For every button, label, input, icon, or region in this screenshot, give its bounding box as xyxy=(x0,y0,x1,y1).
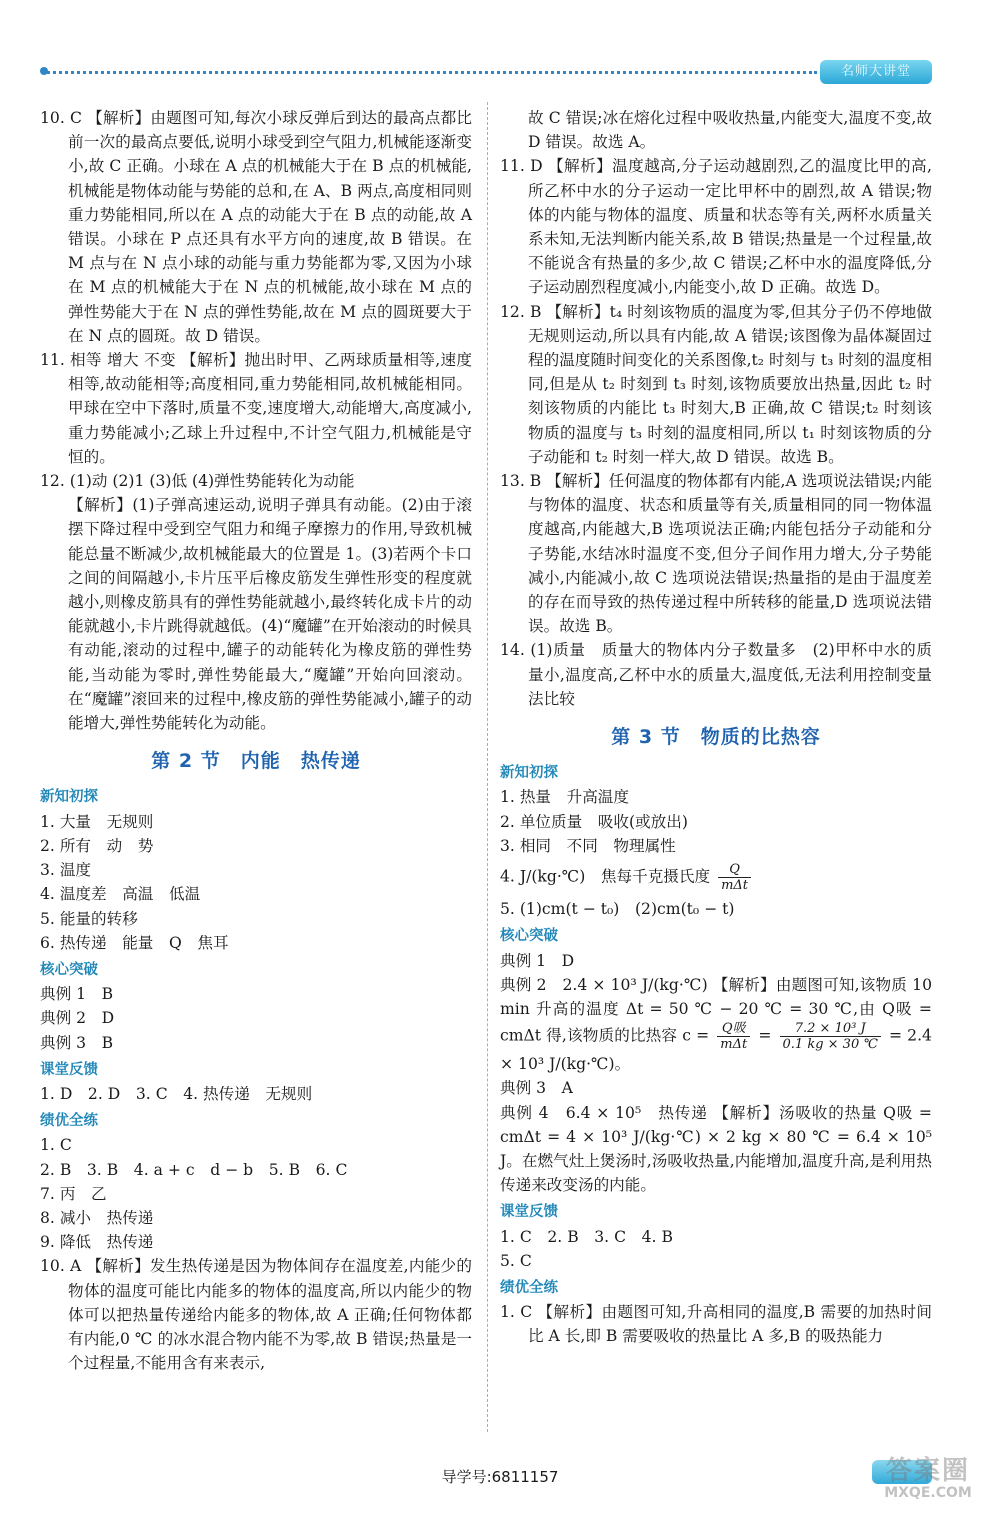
list-item: 6. 热传递 能量 Q 焦耳 xyxy=(40,933,229,952)
list-item: 3. 相同 不同 物理属性 xyxy=(500,836,676,855)
list-item: 1. C xyxy=(40,1136,72,1155)
list-item: 典例 3 B xyxy=(40,1033,114,1052)
new-knowledge-label: 新知初探 xyxy=(500,765,558,782)
list-item: 1. 热量 升高温度 xyxy=(500,788,629,807)
list-item: 5. (1)cm(t − t₀) (2)cm(t₀ − t) xyxy=(500,900,735,919)
list-item: 5. C xyxy=(500,1251,532,1270)
item-4-text: 4. J/(kg·℃) 焦每千克摄氏度 xyxy=(500,867,711,886)
answer-11-right: 11. D 【解析】温度越高,分子运动越剧烈,乙的温度比甲的高,所乙杯中水的分子运动一定比甲杯中的剧烈,故 A 错误;物体的内能与物体的温度、质量和状态等有关,两杯水质量关系未知,无法判断内能关系,故 B 错误;热量是一个过程量,故不能说含有热量的多少,故 C 错误;乙杯中水的温度降低,分子运动剧烈程度减小,内能变小,故 D 正确。故选 D。 xyxy=(500,157,932,297)
fraction-denominator: mΔt xyxy=(720,1037,748,1053)
answer-13-right: 13. B 【解析】任何温度的物体都有内能,A 选项说法错误;内能与物体的温度、状态和质量等有关,质量相同的同一物体温度越高,内能越大,B 选项说法正确;内能包括分子动能和分子势能,水结冰时温度不变,但分子间作用力增大,分子势能减小,内能减小,故 C 选项说法错误;热量指的是由于温度差的存在而导致的热传递过程中所转移的能量,D 选项说法错误。故选 B。 xyxy=(500,472,932,636)
answer-1-right: 1. C 【解析】由题图可知,升高相同的温度,B 需要的加热时间比 A 长,即 B 需要吸收的热量比 A 多,B 的吸热能力 xyxy=(500,1303,932,1346)
header-tab: 名师大讲堂 xyxy=(820,60,932,84)
footer-code: 导学号:6811157 xyxy=(441,1468,559,1486)
watermark-url: MXQE.COM xyxy=(884,1485,972,1501)
list-item: 1. 大量 无规则 xyxy=(40,812,154,831)
fraction-denominator: 0.1 kg × 30 ℃ xyxy=(782,1037,878,1053)
answer-12-right: 12. B 【解析】t₄ 时刻该物质的温度为零,但其分子仍不停地做无规则运动,所以具有内能,故 A 错误;该图像为晶体凝固过程的温度随时间变化的关系图像,t₂ 时刻与 t₃ 时刻的温度相同,但是从 t₂ 时刻到 t₃ 时刻,该物质要放出热量,因此 t₂ 时刻该物质的内能比 t₃ 时刻大,B 正确,故 C 错误;t₂ 时刻该物质的温度与 t₃ 时刻的温度相同,所以 t₁ 时刻该物质的分子动能和 t₂ 时刻一样大,故 D 错误。故选 B。 xyxy=(500,302,932,466)
list-item: 2. 所有 动 势 xyxy=(40,836,154,855)
answer-14-right: 14. (1)质量 质量大的物体内分子数量多 (2)甲杯中水的质量小,温度高,乙杯中水的质量大,温度低,无法利用控制变量法比较 xyxy=(500,641,932,708)
section-3-title: 第 3 节 物质的比热容 xyxy=(611,726,821,749)
watermark-logo xyxy=(868,1456,988,1524)
list-item: 3. 温度 xyxy=(40,861,92,880)
list-item: 典例 2 D xyxy=(40,1009,115,1028)
example-2 xyxy=(500,973,932,1077)
list-item: 1. C 2. B 3. C 4. B xyxy=(500,1227,673,1246)
fraction-numerator: Q吸 xyxy=(717,1021,750,1037)
list-item: 2. 单位质量 吸收(或放出) xyxy=(500,812,688,831)
class-feedback-label: 课堂反馈 xyxy=(40,1061,98,1078)
right-column xyxy=(500,106,932,1349)
fraction xyxy=(717,1021,750,1052)
fraction-numerator: 7.2 × 10³ J xyxy=(780,1021,881,1037)
answer-10b: 10. A 【解析】发生热传递是因为物体间存在温度差,内能少的物体的温度可能比内能多的物体的温度高,所以内能少的物体可以把热量传递给内能多的物体,故 A 正确;任何物体都有内能,0 ℃ 的冰水混合物内能不为零,故 B 错误;热量是一个过程量,不能用含有来表示, xyxy=(40,1257,472,1373)
example-2-text: 典例 2 2.4 × 10³ J/(kg·℃) 【解析】由题图可知,该物质 10 min 升高的温度 Δt = 50 ℃ − 20 ℃ = 30 ℃,由 Q吸 = cmΔt 得,该物质的比热容 c = xyxy=(500,975,932,1045)
list-item: 典例 1 D xyxy=(500,951,575,970)
core-breakthrough-label: 核心突破 xyxy=(500,928,558,945)
core-breakthrough-label: 核心突破 xyxy=(40,961,98,978)
fraction-numerator: Q xyxy=(718,862,751,878)
list-item: 典例 1 B xyxy=(40,985,114,1004)
list-item: 9. 降低 热传递 xyxy=(40,1233,154,1252)
answer-10: 10. C 【解析】由题图可知,每次小球反弹后到达的最高点都比前一次的最高点要低,说明小球受到空气阻力,机械能逐渐变小,故 C 正确。小球在 A 点的机械能大于在 B 点的机械能,机械能是物体动能与势能的总和,在 A、B 两点,高度相同则重力势能相同,所以在 A 点的动能大于在 B 点的动能,故 A 错误。小球在 P 点还具有水平方向的速度,故 B 错误。在 M 点与在 N 点小球的动能与重力势能都为零,又因为小球在 M 点的机械能大于在 N 点的机械能,故小球在 M 点的弹性势能大于在 N 点的弹性势能,故在 M 点的圆斑要大于在 N 点的圆斑。故 D 错误。 xyxy=(40,109,472,345)
column-divider xyxy=(487,102,488,1432)
list-item: 7. 丙 乙 xyxy=(40,1184,107,1203)
section-2-title: 第 2 节 内能 热传递 xyxy=(151,750,361,773)
example-2-result: = 2.4 × 10³ J/(kg·℃)。 xyxy=(500,1026,932,1074)
fraction xyxy=(780,1021,881,1052)
specific-heat-formula xyxy=(718,862,751,893)
continued-text: 故 C 错误;冰在熔化过程中吸收热量,内能变大,温度不变,故 D 错误。故选 A。 xyxy=(528,109,932,152)
left-column xyxy=(40,106,472,1375)
answer-12-head: 12. (1)动 (2)1 (3)低 (4)弹性势能转化为动能 xyxy=(40,472,355,491)
list-item: 典例 3 A xyxy=(500,1079,573,1098)
list-item xyxy=(500,862,932,893)
list-item: 5. 能量的转移 xyxy=(40,909,138,928)
excellence-practice-label: 绩优全练 xyxy=(40,1113,98,1130)
fraction-denominator: mΔt xyxy=(721,878,749,894)
list-item: 2. B 3. B 4. a + c d − b 5. B 6. C xyxy=(40,1160,348,1179)
list-item: 8. 减小 热传递 xyxy=(40,1208,154,1227)
example-4: 典例 4 6.4 × 10⁵ 热传递 【解析】汤吸收的热量 Q吸 = cmΔt = 4 × 10³ J/(kg·℃) × 2 kg × 80 ℃ = 6.4 × 10⁵ J。在燃气灶上煲汤时,汤吸收热量,内能增加,温度升高,是利用热传递来改变汤的内能。 xyxy=(500,1103,932,1195)
answer-12-explanation: 【解析】(1)子弹高速运动,说明子弹具有动能。(2)由于滚摆下降过程中受到空气阻力和绳子摩擦力的作用,导致机械能总量不断减少,故机械能最大的位置是 1。(3)若两个卡口之间的间隔越小,卡片压平后橡皮筋发生弹性形变的程度就越小,则橡皮筋具有的弹性势能就越小,最终转化成卡片的动能就越小,卡片跳得就越低。(4)“魔罐”在开始滚动的时候具有动能,滚动的过程中,罐子的动能转化为橡皮筋的弹性势能,当动能为零时,弹性势能最大,“魔罐”开始向回滚动。在“魔罐”滚回来的过程中,橡皮筋的弹性势能减小,罐子的动能增大,弹性势能转化为动能。 xyxy=(68,496,472,733)
answer-11: 11. 相等 增大 不变 【解析】抛出时甲、乙两球质量相等,速度相等,故动能相等;高度相同,重力势能相同,故机械能相同。甲球在空中下落时,质量不变,速度增大,动能增大,高度减小,重力势能减小;乙球上升过程中,不计空气阻力,机械能是守恒的。 xyxy=(40,351,472,466)
class-feedback-label: 课堂反馈 xyxy=(500,1204,558,1221)
list-item: 1. D 2. D 3. C 4. 热传递 无规则 xyxy=(40,1084,313,1103)
list-item: 4. 温度差 高温 低温 xyxy=(40,885,201,904)
watermark-title: 答案圈 xyxy=(885,1456,970,1486)
equals-sign: = xyxy=(758,1026,772,1045)
header-rule xyxy=(42,71,817,74)
new-knowledge-label: 新知初探 xyxy=(40,789,98,806)
excellence-practice-label: 绩优全练 xyxy=(500,1279,558,1296)
